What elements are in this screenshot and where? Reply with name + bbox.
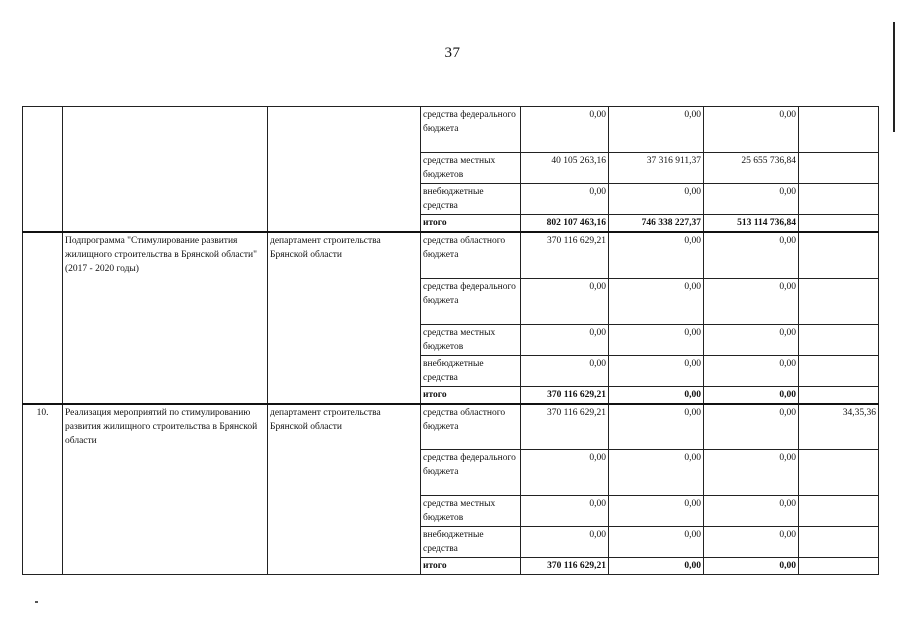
executor: департамент строительства Брянской области — [268, 404, 421, 575]
funding-source: внебюджетные средства — [421, 355, 521, 386]
amount-col-2: 0,00 — [609, 355, 704, 386]
funding-source: средства местных бюджетов — [421, 153, 521, 184]
amount-col-2: 0,00 — [609, 386, 704, 404]
amount-col-2: 0,00 — [609, 324, 704, 355]
indicator-ref — [799, 215, 879, 233]
indicator-ref — [799, 278, 879, 324]
amount-col-1: 0,00 — [521, 324, 609, 355]
amount-col-1: 0,00 — [521, 450, 609, 496]
amount-col-2: 746 338 227,37 — [609, 215, 704, 233]
table-row — [23, 232, 879, 278]
funding-source: средства местных бюджетов — [421, 324, 521, 355]
indicator-ref — [799, 355, 879, 386]
row-index: 10. — [23, 404, 63, 575]
indicator-ref — [799, 527, 879, 558]
funding-source-total: итого — [421, 215, 521, 233]
funding-source: средства областного бюджета — [421, 232, 521, 278]
amount-col-3: 0,00 — [704, 232, 799, 278]
amount-col-1: 0,00 — [521, 355, 609, 386]
amount-col-2: 0,00 — [609, 496, 704, 527]
amount-col-2: 0,00 — [609, 278, 704, 324]
activity-name — [63, 107, 268, 233]
executor — [268, 107, 421, 233]
indicator-ref: 34,35,36 — [799, 404, 879, 450]
funding-source: средства областного бюджета — [421, 404, 521, 450]
amount-col-3: 0,00 — [704, 107, 799, 153]
funding-source-total: итого — [421, 386, 521, 404]
amount-col-1: 370 116 629,21 — [521, 232, 609, 278]
amount-col-3: 513 114 736,84 — [704, 215, 799, 233]
indicator-ref — [799, 450, 879, 496]
amount-col-3: 0,00 — [704, 450, 799, 496]
amount-col-2: 0,00 — [609, 404, 704, 450]
amount-col-3: 0,00 — [704, 184, 799, 215]
page-number: 37 — [444, 45, 461, 61]
amount-col-1: 40 105 263,16 — [521, 153, 609, 184]
amount-col-3: 0,00 — [704, 558, 799, 575]
amount-col-1: 370 116 629,21 — [521, 386, 609, 404]
budget-table — [22, 106, 879, 575]
amount-col-1: 370 116 629,21 — [521, 558, 609, 575]
amount-col-2: 0,00 — [609, 450, 704, 496]
scan-edge-line — [893, 22, 895, 132]
table-row — [23, 404, 879, 450]
amount-col-2: 0,00 — [609, 558, 704, 575]
amount-col-1: 0,00 — [521, 184, 609, 215]
amount-col-2: 0,00 — [609, 232, 704, 278]
amount-col-2: 37 316 911,37 — [609, 153, 704, 184]
amount-col-1: 0,00 — [521, 527, 609, 558]
indicator-ref — [799, 232, 879, 278]
funding-source: внебюджетные средства — [421, 184, 521, 215]
amount-col-3: 25 655 736,84 — [704, 153, 799, 184]
table-row — [23, 107, 879, 153]
amount-col-1: 0,00 — [521, 496, 609, 527]
funding-source: средства местных бюджетов — [421, 496, 521, 527]
amount-col-1: 370 116 629,21 — [521, 404, 609, 450]
indicator-ref — [799, 107, 879, 153]
executor: департамент строительства Брянской области — [268, 232, 421, 404]
activity-name: Реализация мероприятий по стимулированию развития жилищного строительства в Брянской области — [63, 404, 268, 575]
funding-source: внебюджетные средства — [421, 527, 521, 558]
scan-speck — [35, 601, 38, 603]
amount-col-3: 0,00 — [704, 496, 799, 527]
amount-col-3: 0,00 — [704, 278, 799, 324]
indicator-ref — [799, 153, 879, 184]
funding-source: средства федерального бюджета — [421, 450, 521, 496]
amount-col-3: 0,00 — [704, 404, 799, 450]
funding-source: средства федерального бюджета — [421, 107, 521, 153]
row-index — [23, 107, 63, 233]
amount-col-2: 0,00 — [609, 184, 704, 215]
indicator-ref — [799, 386, 879, 404]
amount-col-2: 0,00 — [609, 527, 704, 558]
amount-col-2: 0,00 — [609, 107, 704, 153]
amount-col-3: 0,00 — [704, 386, 799, 404]
indicator-ref — [799, 496, 879, 527]
amount-col-1: 802 107 463,16 — [521, 215, 609, 233]
amount-col-3: 0,00 — [704, 355, 799, 386]
funding-source: средства федерального бюджета — [421, 278, 521, 324]
indicator-ref — [799, 558, 879, 575]
amount-col-3: 0,00 — [704, 527, 799, 558]
amount-col-1: 0,00 — [521, 107, 609, 153]
activity-name: Подпрограмма "Стимулирование развития жилищного строительства в Брянской области" (2017 - 2020 годы) — [63, 232, 268, 404]
indicator-ref — [799, 184, 879, 215]
amount-col-1: 0,00 — [521, 278, 609, 324]
indicator-ref — [799, 324, 879, 355]
amount-col-3: 0,00 — [704, 324, 799, 355]
funding-source-total: итого — [421, 558, 521, 575]
row-index — [23, 232, 63, 404]
